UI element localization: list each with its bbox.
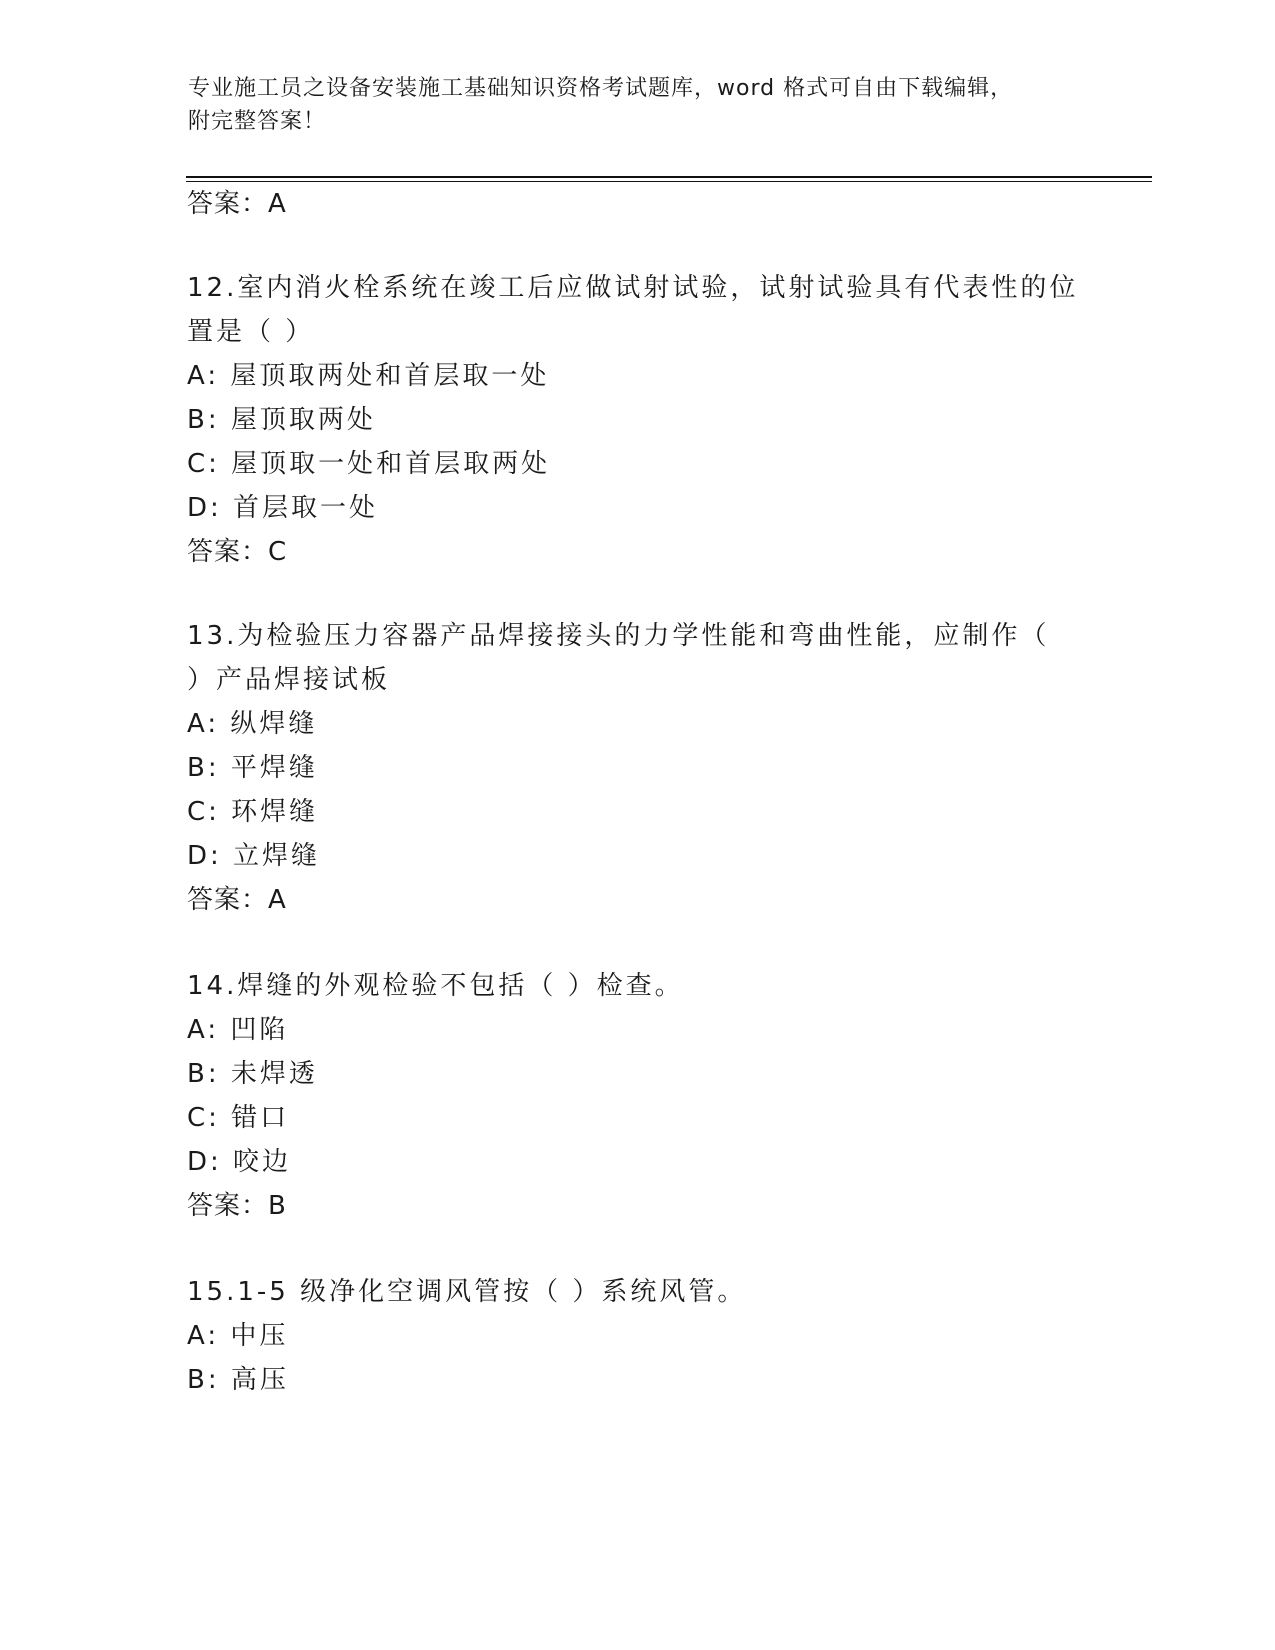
- header-divider-thick: [186, 176, 1152, 178]
- option-b: B: 高压: [187, 1365, 289, 1395]
- option-c: C: 错口: [187, 1103, 290, 1133]
- option-a: A: 凹陷: [187, 1015, 289, 1045]
- question-stem-continued: 置是（ ）: [187, 317, 315, 347]
- option-b: B: 屋顶取两处: [187, 405, 376, 435]
- header-line-1: 专业施工员之设备安装施工基础知识资格考试题库，word 格式可自由下载编辑，: [188, 76, 1014, 101]
- option-c: C: 屋顶取一处和首层取两处: [187, 449, 551, 479]
- option-d: D: 首层取一处: [187, 493, 379, 523]
- option-b: B: 平焊缝: [187, 753, 318, 783]
- option-c: C: 环焊缝: [187, 797, 319, 827]
- question-stem: 14.焊缝的外观检验不包括（ ）检查。: [187, 971, 684, 1001]
- answer-line: 答案：A: [187, 885, 287, 915]
- option-a: A: 屋顶取两处和首层取一处: [187, 361, 550, 391]
- question-stem: 13.为检验压力容器产品焊接接头的力学性能和弯曲性能，应制作（: [187, 621, 1050, 651]
- question-stem: 15.1-5 级净化空调风管按（ ）系统风管。: [187, 1277, 747, 1307]
- answer-line: 答案：C: [187, 537, 288, 567]
- header-divider-thin: [186, 181, 1152, 182]
- option-b: B: 未焊透: [187, 1059, 318, 1089]
- option-d: D: 立焊缝: [187, 841, 321, 871]
- answer-line: 答案：B: [187, 1191, 287, 1221]
- question-stem-continued: ）产品焊接试板: [187, 665, 391, 695]
- header-line-2: 附完整答案！: [188, 109, 327, 134]
- question-stem: 12.室内消火栓系统在竣工后应做试射试验，试射试验具有代表性的位: [187, 273, 1079, 303]
- option-a: A: 纵焊缝: [187, 709, 318, 739]
- document-header: [188, 72, 1068, 138]
- option-d: D: 咬边: [187, 1147, 292, 1177]
- answer-line: 答案：A: [187, 189, 287, 219]
- option-a: A: 中压: [187, 1321, 289, 1351]
